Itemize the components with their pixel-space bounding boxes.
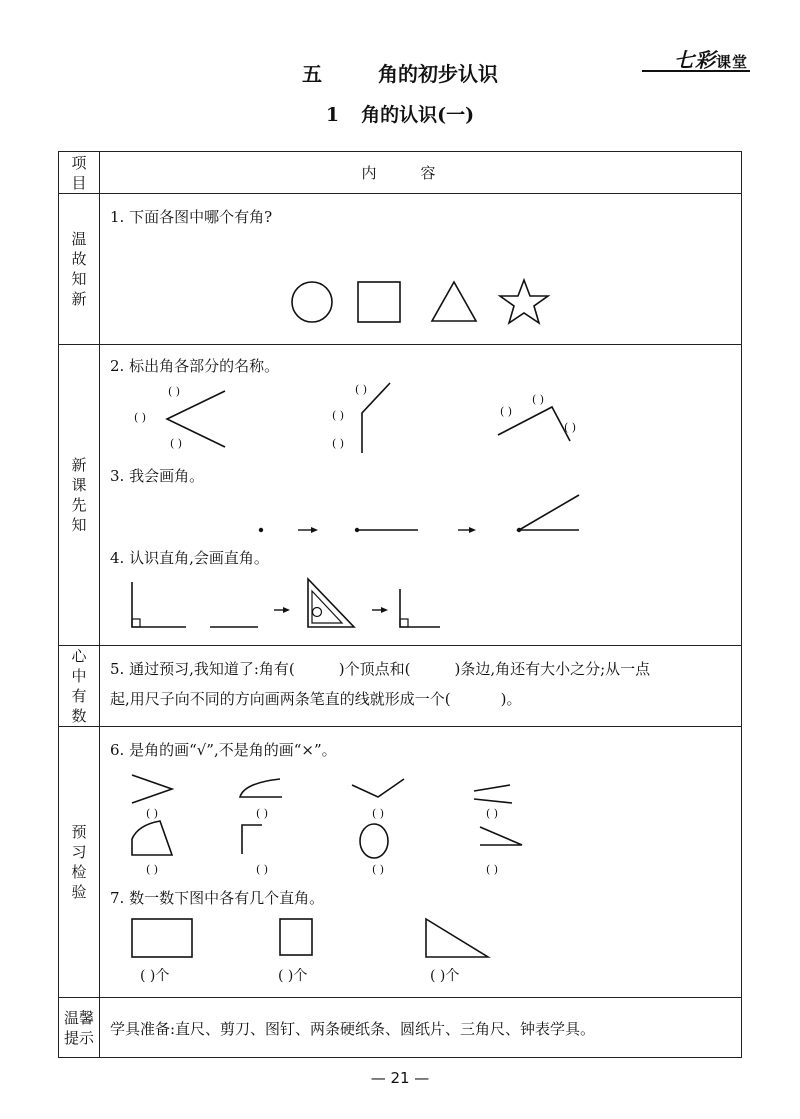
right-angle-2 <box>400 589 440 627</box>
label-slot-2b: ( ) <box>332 409 345 422</box>
label-slot-2c: ( ) <box>332 437 345 450</box>
section-content-new-lesson <box>100 345 742 646</box>
brand-logo <box>674 44 748 73</box>
square-shape <box>358 282 400 322</box>
label-slot-1c: ( ) <box>170 437 183 450</box>
lesson-title <box>0 100 800 127</box>
star-shape <box>500 280 548 323</box>
label-slot-3c: ( ) <box>564 421 577 434</box>
worksheet-table <box>58 151 742 1058</box>
answer-6-3[interactable]: ( ) <box>372 807 385 820</box>
answer-7-1[interactable]: ( )个 <box>140 968 170 984</box>
right-angle-mark-1 <box>132 619 140 627</box>
section-content-tips <box>100 998 742 1058</box>
fig-6-2 <box>240 779 282 797</box>
fig-6-4a <box>474 785 510 791</box>
angle-parts-figure <box>100 345 740 645</box>
label-slot-2a: ( ) <box>355 383 368 396</box>
fig-6-4b <box>474 799 512 803</box>
answer-6-8[interactable]: ( ) <box>486 863 499 876</box>
section-review <box>59 194 742 345</box>
tips-text: 学具准备:直尺、剪刀、图钉、两条硬纸条、圆纸片、三角尺、钟表学具。 <box>110 1020 596 1038</box>
fig-6-8 <box>480 827 522 845</box>
angle-check-figure <box>100 727 740 997</box>
section-new-lesson <box>59 345 742 646</box>
brand-underline <box>642 70 750 72</box>
arrow-1-head <box>311 527 318 533</box>
question-1: 1. 下面各图中哪个有角? <box>110 208 273 226</box>
answer-7-2[interactable]: ( )个 <box>278 968 308 984</box>
fig-6-3 <box>352 779 404 797</box>
brand-name: 七彩 <box>673 48 716 72</box>
answer-6-5[interactable]: ( ) <box>146 863 159 876</box>
header-content-cell <box>100 152 742 194</box>
section-content-review <box>100 194 742 345</box>
brand-suffix: 课堂 <box>715 53 748 71</box>
page-number: — 21 — <box>370 1069 430 1087</box>
section-content-summary <box>100 646 742 727</box>
header-content-label: 内容 <box>361 164 480 182</box>
point-dot <box>259 528 263 532</box>
set-square <box>308 579 354 627</box>
answer-6-2[interactable]: ( ) <box>256 807 269 820</box>
section-tips <box>59 998 742 1058</box>
square-figure <box>280 919 312 955</box>
answer-6-7[interactable]: ( ) <box>372 863 385 876</box>
question-6: 6. 是角的画“√”,不是角的画“×”。 <box>110 741 337 759</box>
lesson-number: 1 <box>325 104 340 126</box>
section-label-review: 温 故 知 新 <box>59 194 100 345</box>
fig-6-6 <box>242 825 262 854</box>
section-label-summary: 心 中 有 数 <box>59 646 100 727</box>
arrow-2-head <box>469 527 476 533</box>
table-header-row <box>59 152 742 194</box>
question-3: 3. 我会画角。 <box>110 467 205 485</box>
section-content-check <box>100 727 742 998</box>
arrow-3-head <box>283 607 290 613</box>
drawn-angle <box>519 495 579 530</box>
question-4: 4. 认识直角,会画直角。 <box>110 549 269 567</box>
section-label-tips: 温馨 提示 <box>59 998 100 1058</box>
right-triangle-figure <box>426 919 488 957</box>
section-label-check: 预 习 检 验 <box>59 727 100 998</box>
fig-6-1 <box>132 775 172 803</box>
section-label-new-lesson: 新 课 先 知 <box>59 345 100 646</box>
arrow-4-head <box>381 607 388 613</box>
chapter-name: 角的初步认识 <box>378 62 498 86</box>
answer-6-6[interactable]: ( ) <box>256 863 269 876</box>
answer-6-1[interactable]: ( ) <box>146 807 159 820</box>
chapter-number: 五 <box>302 62 322 86</box>
fig-6-5 <box>132 821 172 855</box>
circle-shape <box>292 282 332 322</box>
header-item-cell: 项 目 <box>59 152 100 194</box>
question-5-line-1: 5. 通过预习,我知道了:角有( )个顶点和( )条边,角还有大小之分;从一点 <box>110 660 651 678</box>
label-slot-3a: ( ) <box>532 393 545 406</box>
answer-6-4[interactable]: ( ) <box>486 807 499 820</box>
label-slot-1a: ( ) <box>168 385 181 398</box>
lesson-name: 角的认识(一) <box>361 104 475 126</box>
label-slot-1b: ( ) <box>134 411 147 424</box>
shapes-figure <box>100 194 740 344</box>
question-2: 2. 标出角各部分的名称。 <box>110 357 280 375</box>
rectangle-figure <box>132 919 192 957</box>
right-angle-mark-2 <box>400 619 408 627</box>
section-check <box>59 727 742 998</box>
question-7: 7. 数一数下图中各有几个直角。 <box>110 889 325 907</box>
set-square-hole <box>313 608 322 617</box>
triangle-shape <box>432 282 476 321</box>
answer-7-3[interactable]: ( )个 <box>430 968 460 984</box>
question-5-line-2: 起,用尺子向不同的方向画两条笔直的线就形成一个( )。 <box>110 690 522 708</box>
fig-6-7 <box>360 824 388 858</box>
section-summary <box>59 646 742 727</box>
label-slot-3b: ( ) <box>500 405 513 418</box>
